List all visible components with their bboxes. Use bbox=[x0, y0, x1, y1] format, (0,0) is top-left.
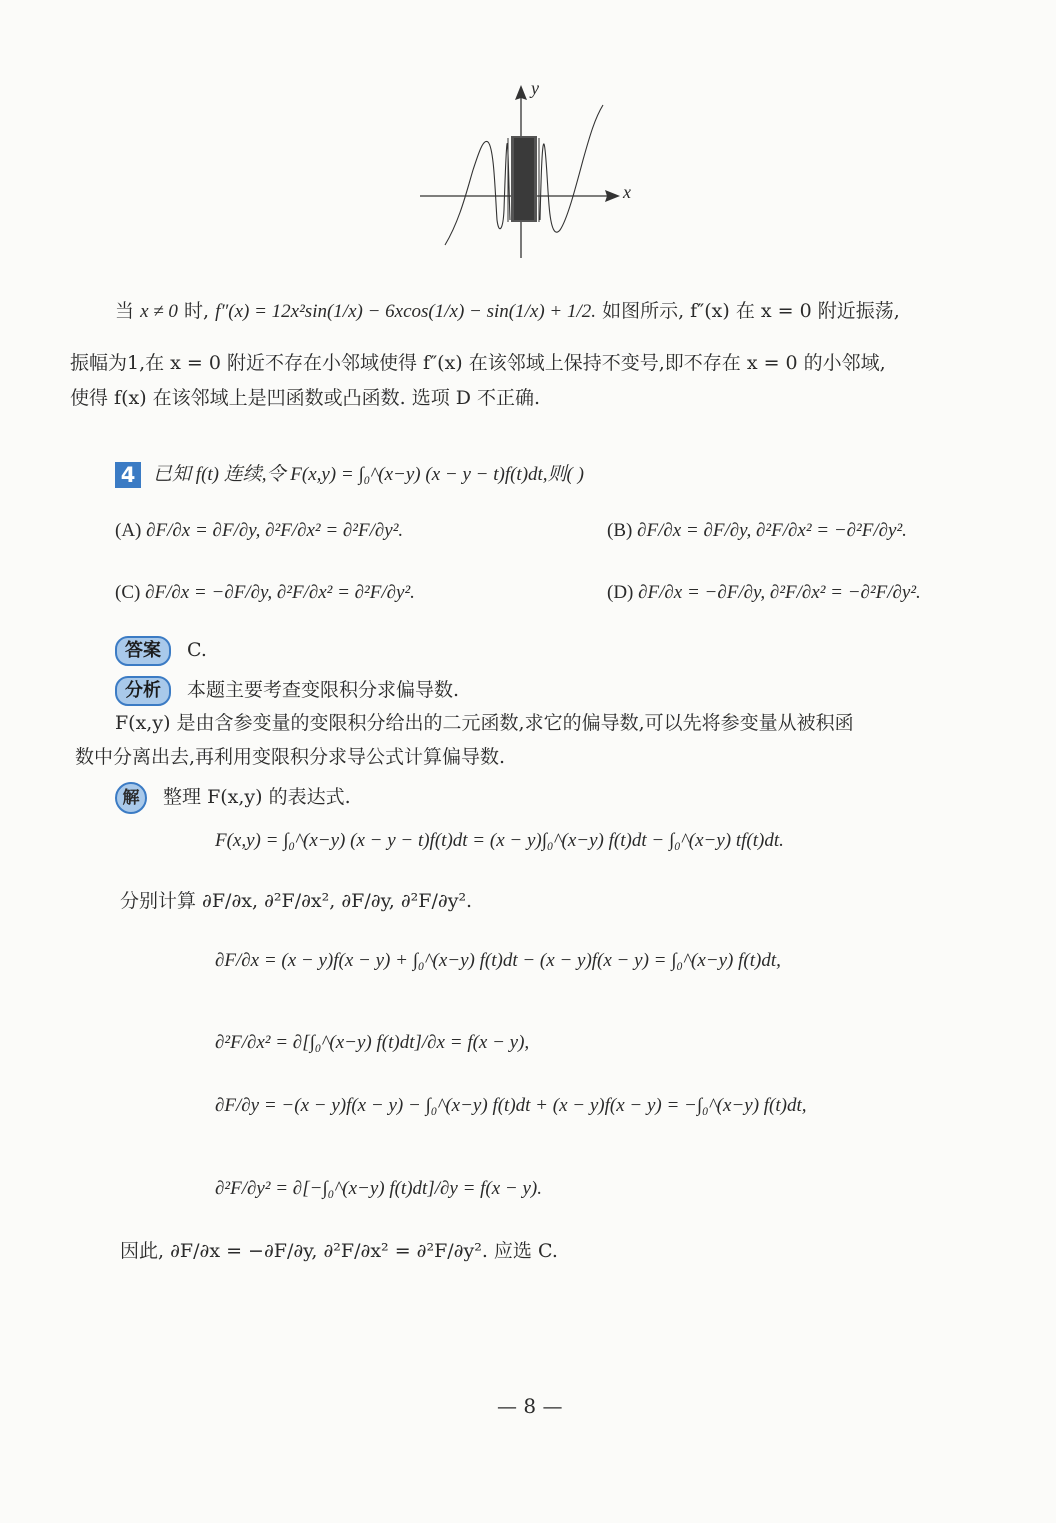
solution-row bbox=[115, 782, 351, 814]
analysis-para-line-1: F(x,y) 是由含参变量的变限积分给出的二元函数,求它的偏导数,可以先将参变量从被积函 bbox=[115, 712, 854, 734]
answer-row bbox=[115, 636, 207, 666]
math-formula: f″(x) = 12x²sin(1/x) − 6xcos(1/x) − sin(1/x) + 1/2. bbox=[215, 301, 597, 322]
intro-line-1 bbox=[115, 300, 900, 324]
question-text: 已知 f(t) 连续,令 F(x,y) = ∫₀^(x−y) (x − y − t)f(t)dt,则( ) bbox=[153, 464, 584, 485]
option-a bbox=[115, 520, 403, 543]
option-d bbox=[607, 582, 921, 605]
equation-dF-dy: ∂F/∂y = −(x − y)f(x − y) − ∫₀^(x−y) f(t)dt + (x − y)f(x − y) = −∫₀^(x−y) f(t)dt, bbox=[215, 1095, 807, 1116]
equation-d2F-dy2: ∂²F/∂y² = ∂[−∫₀^(x−y) f(t)dt]/∂y = f(x − y). bbox=[215, 1178, 543, 1199]
answer-tag: 答案 bbox=[115, 636, 171, 666]
answer-value: C. bbox=[187, 639, 207, 661]
option-text: ∂F/∂x = −∂F/∂y, ∂²F/∂x² = ∂²F/∂y². bbox=[145, 582, 415, 603]
analysis-summary: 本题主要考查变限积分求偏导数. bbox=[187, 679, 460, 701]
option-label: (D) bbox=[607, 582, 634, 603]
solution-tag: 解 bbox=[115, 782, 147, 814]
page-number: — 8 — bbox=[497, 1394, 563, 1418]
text: 如图所示, f″(x) 在 x = 0 附近振荡, bbox=[602, 300, 900, 322]
equation-F-expansion: F(x,y) = ∫₀^(x−y) (x − y − t)f(t)dt = (x − y)∫₀^(x−y) f(t)dt − ∫₀^(x−y) tf(t)dt. bbox=[215, 830, 784, 851]
text: 时, bbox=[183, 300, 210, 322]
option-c bbox=[115, 582, 415, 605]
analysis-para-line-2: 数中分离出去,再利用变限积分求导公式计算偏导数. bbox=[75, 746, 506, 768]
solution-intro: 整理 F(x,y) 的表达式. bbox=[163, 786, 351, 808]
y-axis-label: y bbox=[531, 78, 539, 98]
question-stem bbox=[115, 462, 584, 488]
equation-dF-dx: ∂F/∂x = (x − y)f(x − y) + ∫₀^(x−y) f(t)dt − (x − y)f(x − y) = ∫₀^(x−y) f(t)dt, bbox=[215, 950, 781, 971]
text: 当 bbox=[115, 300, 135, 322]
analysis-tag: 分析 bbox=[115, 676, 171, 706]
option-label: (A) bbox=[115, 520, 142, 541]
math-condition: x ≠ 0 bbox=[140, 301, 178, 322]
option-text: ∂F/∂x = −∂F/∂y, ∂²F/∂x² = −∂²F/∂y². bbox=[638, 582, 921, 603]
calc-intro: 分别计算 ∂F/∂x, ∂²F/∂x², ∂F/∂y, ∂²F/∂y². bbox=[120, 890, 473, 912]
option-label: (C) bbox=[115, 582, 141, 603]
option-text: ∂F/∂x = ∂F/∂y, ∂²F/∂x² = −∂²F/∂y². bbox=[637, 520, 907, 541]
oscillation-figure bbox=[415, 80, 645, 265]
question-number-badge: 4 bbox=[115, 462, 141, 488]
equation-d2F-dx2: ∂²F/∂x² = ∂[∫₀^(x−y) f(t)dt]/∂x = f(x − y), bbox=[215, 1032, 530, 1053]
option-b bbox=[607, 520, 907, 543]
intro-line-3: 使得 f(x) 在该邻域上是凹函数或凸函数. 选项 D 不正确. bbox=[70, 387, 541, 409]
analysis-row bbox=[115, 676, 459, 706]
x-axis-label: x bbox=[623, 182, 631, 202]
option-text: ∂F/∂x = ∂F/∂y, ∂²F/∂x² = ∂²F/∂y². bbox=[146, 520, 404, 541]
option-label: (B) bbox=[607, 520, 633, 541]
conclusion: 因此, ∂F/∂x = −∂F/∂y, ∂²F/∂x² = ∂²F/∂y². 应选 C. bbox=[120, 1240, 558, 1262]
intro-line-2: 振幅为1,在 x = 0 附近不存在小邻域使得 f″(x) 在该邻域上保持不变号,即不存在 x = 0 的小邻域, bbox=[70, 352, 886, 374]
function-graph-icon bbox=[415, 80, 645, 265]
